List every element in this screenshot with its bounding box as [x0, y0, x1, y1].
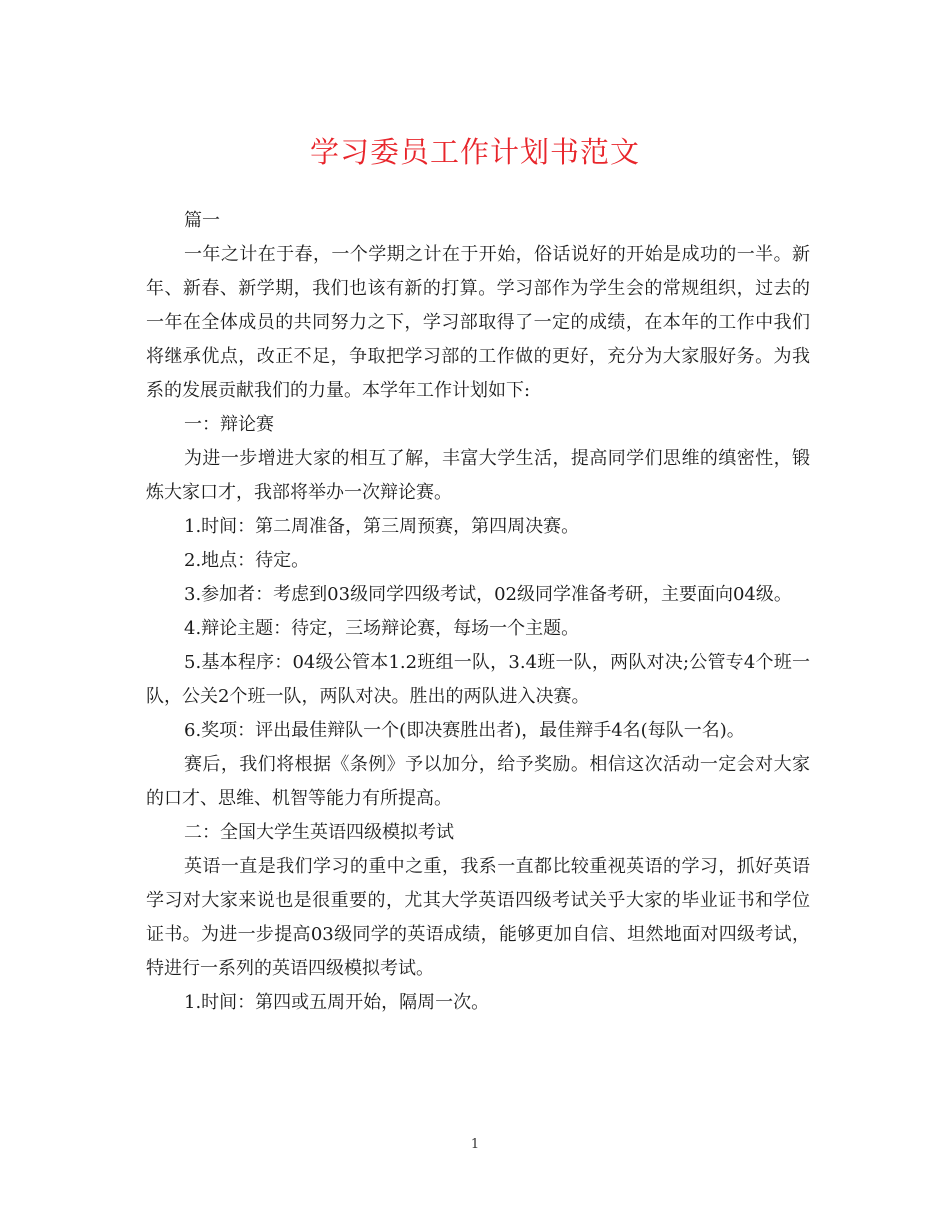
list-item: 4.辩论主题：待定，三场辩论赛，每场一个主题。: [184, 618, 580, 639]
section-heading: 二：全国大学生英语四级模拟考试: [184, 822, 454, 843]
paragraph: 为进一步增进大家的相互了解，丰富大学生活，提高同学们思维的缜密性，锻炼大家口才，我部将举办一次辩论赛。: [146, 448, 810, 503]
list-item: 1.时间：第四或五周开始，隔周一次。: [184, 992, 490, 1013]
page-number: 1: [470, 1137, 480, 1152]
list-item: 2.地点：待定。: [184, 550, 310, 571]
paragraph: 篇一: [184, 210, 220, 231]
paragraph: 一年之计在于春，一个学期之计在于开始，俗话说好的开始是成功的一半。新年、新春、新学期，我们也该有新的打算。学习部作为学生会的常规组织，过去的一年在全体成员的共同努力之下，学习部取得了一定的成绩，在本年的工作中我们将继承优点，改正不足，争取把学习部的工作做的更好，充分为大家服好务。为我系的发展贡献我们的力量。本学年工作计划如下:: [146, 244, 810, 401]
paragraph: 赛后，我们将根据《条例》予以加分，给予奖励。相信这次活动一定会对大家的口才、思维、机智等能力有所提高。: [146, 754, 810, 809]
list-item: 6.奖项：评出最佳辩队一个(即决赛胜出者)，最佳辩手4名(每队一名)。: [184, 720, 745, 741]
paragraph: 英语一直是我们学习的重中之重，我系一直都比较重视英语的学习，抓好英语学习对大家来说也是很重要的，尤其大学英语四级考试关乎大家的毕业证书和学位证书。为进一步提高03级同学的英语成绩，能够更加自信、坦然地面对四级考试，特进行一系列的英语四级模拟考试。: [146, 856, 810, 979]
list-item: 3.参加者：考虑到03级同学四级考试，02级同学准备考研，主要面向04级。: [184, 584, 792, 605]
document-title: 学习委员工作计划书范文: [309, 135, 640, 169]
list-item: 1.时间：第二周准备，第三周预赛，第四周决赛。: [184, 516, 580, 537]
section-heading: 一：辩论赛: [184, 414, 274, 435]
list-item: 5.基本程序：04级公管本1.2班组一队，3.4班一队，两队对决;公管专4个班一队，公关2个班一队，两队对决。胜出的两队进入决赛。: [146, 652, 810, 707]
document-body: [146, 204, 810, 1020]
